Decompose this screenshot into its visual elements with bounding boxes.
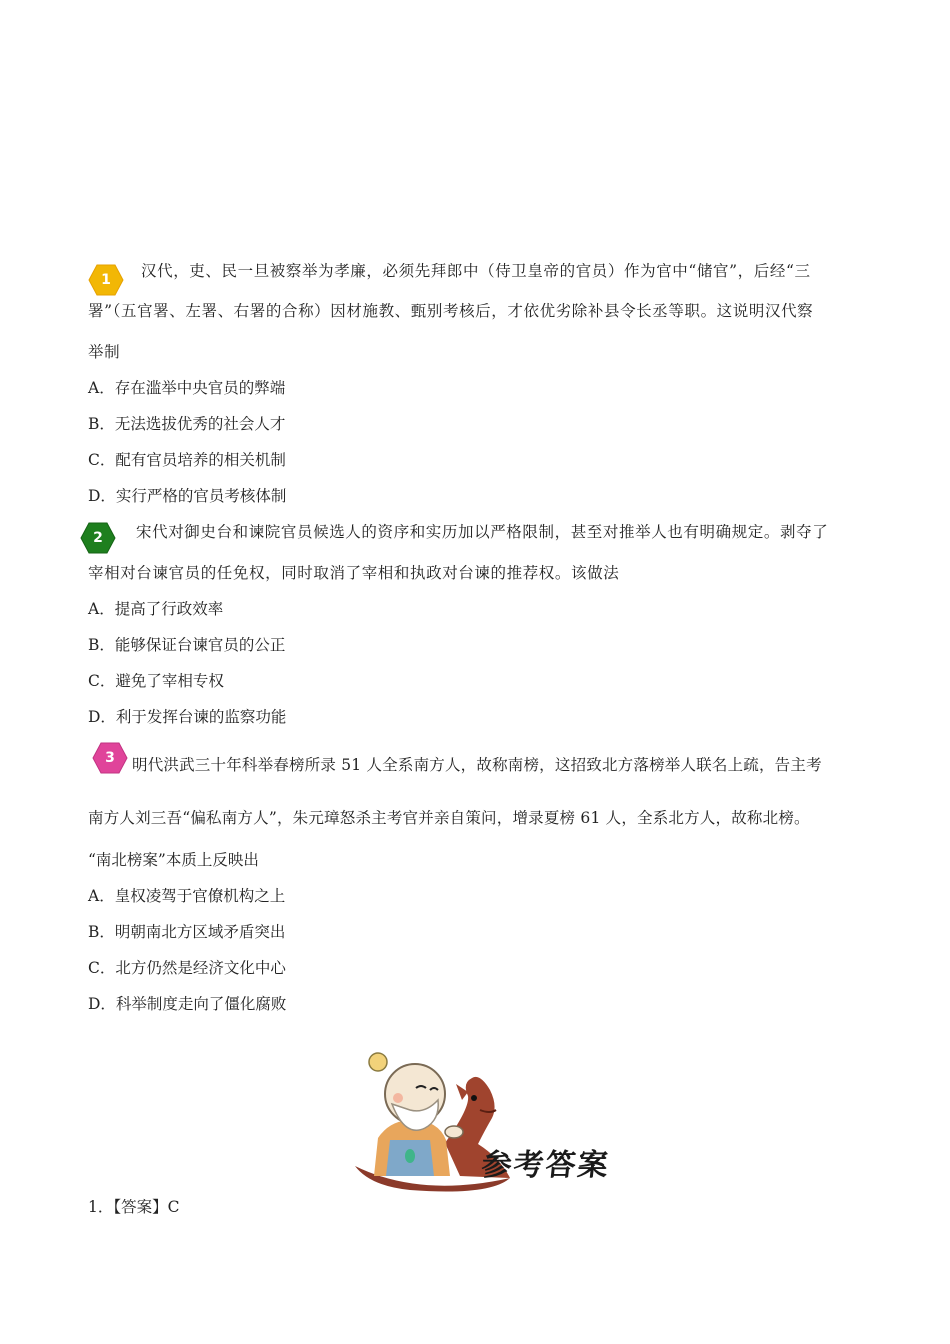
question-2-option-a: A．提高了行政效率	[88, 600, 224, 618]
question-2-badge	[80, 522, 116, 554]
question-3-badge	[92, 742, 128, 774]
question-2-option-d: D．利于发挥台谏的监察功能	[88, 708, 287, 726]
question-1-stem-line-2: 署”（五官署、左署、右署的合称）因材施教、甄别考核后，才依优劣除补县令长丞等职。这说明汉代察	[88, 302, 814, 320]
question-1-option-c: C．配有官员培养的相关机制	[88, 451, 286, 469]
question-1-option-b: B．无法选拔优秀的社会人才	[88, 415, 286, 433]
question-1-stem-line-1: 汉代，吏、民一旦被察举为孝廉，必须先拜郎中（侍卫皇帝的官员）作为官中“储官”，后经“三	[141, 262, 811, 280]
question-3-stem-line-2: 南方人刘三吾“偏私南方人”，朱元璋怒杀主考官并亲自策问，增录夏榜 61 人，全系北方人，故称北榜。	[88, 809, 810, 827]
question-3-number: 3	[105, 750, 115, 766]
question-1-stem-line-3: 举制	[88, 343, 121, 361]
question-3-option-c: C．北方仍然是经济文化中心	[88, 959, 286, 977]
question-3-stem-line-1: 明代洪武三十年科举春榜所录 51 人全系南方人，故称南榜，这招致北方落榜举人联名上疏，告主考	[132, 756, 822, 774]
question-3-option-d: D．科举制度走向了僵化腐败	[88, 995, 287, 1013]
question-1-number: 1	[101, 272, 111, 288]
question-2-option-b: B．能够保证台谏官员的公正	[88, 636, 286, 654]
question-3-stem-line-3: “南北榜案”本质上反映出	[88, 851, 259, 869]
question-1-option-d: D．实行严格的官员考核体制	[88, 487, 287, 505]
question-1-badge	[88, 264, 124, 296]
question-2-stem-line-1: 宋代对御史台和谏院官员候选人的资序和实历加以严格限制，甚至对推举人也有明确规定。剥夺了	[136, 523, 829, 541]
answer-section-title: 参考答案	[479, 1148, 612, 1183]
question-3-option-a: A．皇权凌驾于官僚机构之上	[88, 887, 286, 905]
question-2-number: 2	[93, 530, 103, 546]
question-2-option-c: C．避免了宰相专权	[88, 672, 224, 690]
question-3-option-b: B．明朝南北方区域矛盾突出	[88, 923, 286, 941]
answer-1: 1．【答案】C	[88, 1198, 180, 1216]
question-1-option-a: A．存在滥举中央官员的弊端	[88, 379, 286, 397]
question-2-stem-line-2: 宰相对台谏官员的任免权，同时取消了宰相和执政对台谏的推荐权。该做法	[88, 564, 620, 582]
